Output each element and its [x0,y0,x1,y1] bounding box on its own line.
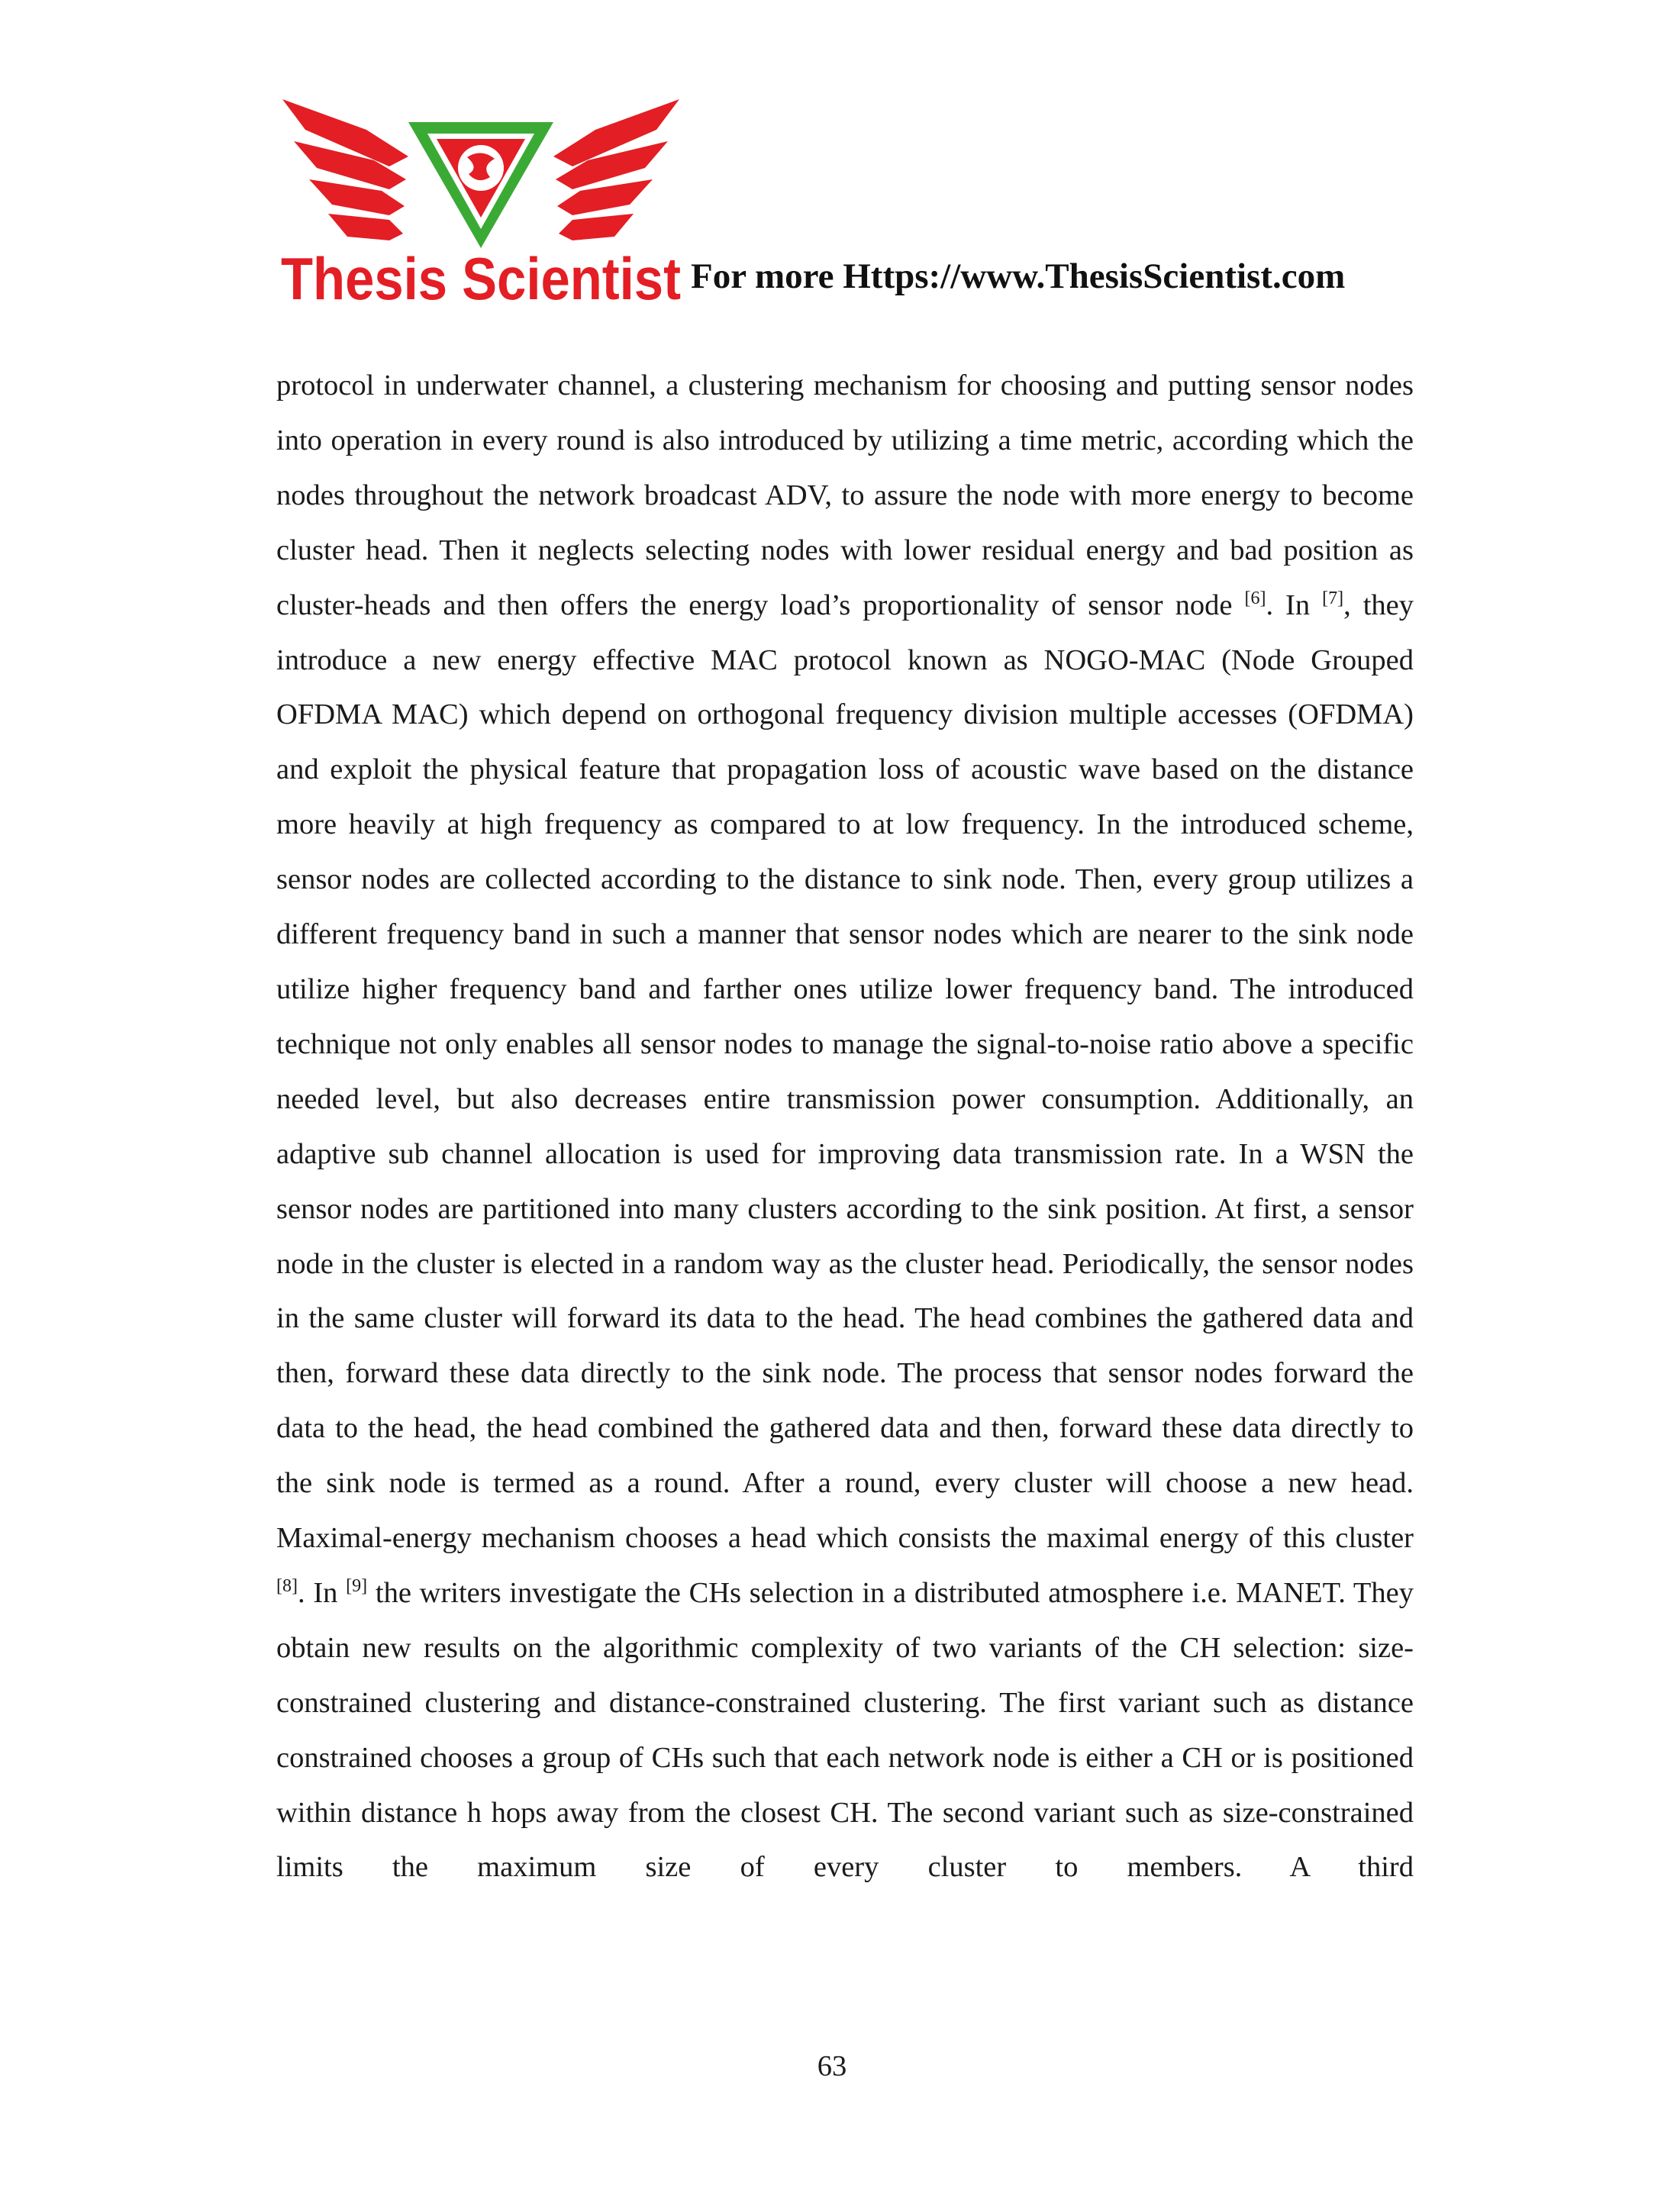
thesis-scientist-logo [275,84,687,313]
paragraph-text: , they introduce a new energy effective MAC protocol known as NOGO-MAC (Node Grouped OFDMA MAC) which depend on orthogonal frequency division multiple accesses (OFDMA) and exploit the physical feature that propagation loss of acoustic wave based on the distance more heavily at high frequency as compared to at low frequency. In the introduced scheme, sensor nodes are collected according to the distance to sink node. Then, every group utilizes a different frequency band in such a manner that sensor nodes which are nearer to the sink node utilize higher frequency band and farther ones utilize lower frequency band. The introduced technique not only enables all sensor nodes to manage the signal-to-noise ratio above a specific needed level, but also decreases entire transmission power consumption. Additionally, an adaptive sub channel allocation is used for improving data transmission rate. In a WSN the sensor nodes are partitioned into many clusters according to the sink position. At first, a sensor node in the cluster is elected in a random way as the cluster head. Periodically, the sensor nodes in the same cluster will forward its data to the head. The head combines the gathered data and then, forward these data directly to the sink node. The process that sensor nodes forward the data to the head, the head combined the gathered data and then, forward these data directly to the sink node is termed as a round. After a round, every cluster will choose a new head. Maximal-energy mechanism chooses a head which consists the maximal energy of this cluster [276,588,1414,1555]
paragraph-text: protocol in underwater channel, a clustering mechanism for choosing and putting sensor nodes into operation in every round is also introduced by utilizing a time metric, according which the nodes throughout the network broadcast ADV, to assure the node with more energy to become cluster head. Then it neglects selecting nodes with lower residual energy and bad position as cluster-heads and then offers the energy load’s proportionality of sensor node [276,369,1414,621]
citation-8: [8] [276,1576,298,1597]
paragraph-text: the writers investigate the CHs selection in a distributed atmosphere i.e. MANET. They obtain new results on the algorithmic complexity of two variants of the CH selection: size-constrained clustering and distance-constrained clustering. The first variant such as distance constrained chooses a group of CHs such that each network node is either a CH or is positioned within distance h hops away from the closest CH. The second variant such as size-constrained limits the maximum size of every cluster to members. A third [276,1576,1414,1884]
paragraph-text: . In [1266,588,1323,621]
citation-7: [7] [1322,588,1344,608]
website-link[interactable]: For more Https://www.ThesisScientist.com [691,256,1346,296]
paragraph-text: . In [297,1576,347,1609]
page-number: 63 [817,2050,847,2082]
citation-9: [9] [346,1576,368,1597]
page-header [275,84,1466,313]
logo-text: Thesis Scientist [281,245,682,312]
body-paragraph [276,359,1414,1895]
winged-triangle-logo-icon [275,84,687,313]
citation-6: [6] [1244,588,1266,608]
